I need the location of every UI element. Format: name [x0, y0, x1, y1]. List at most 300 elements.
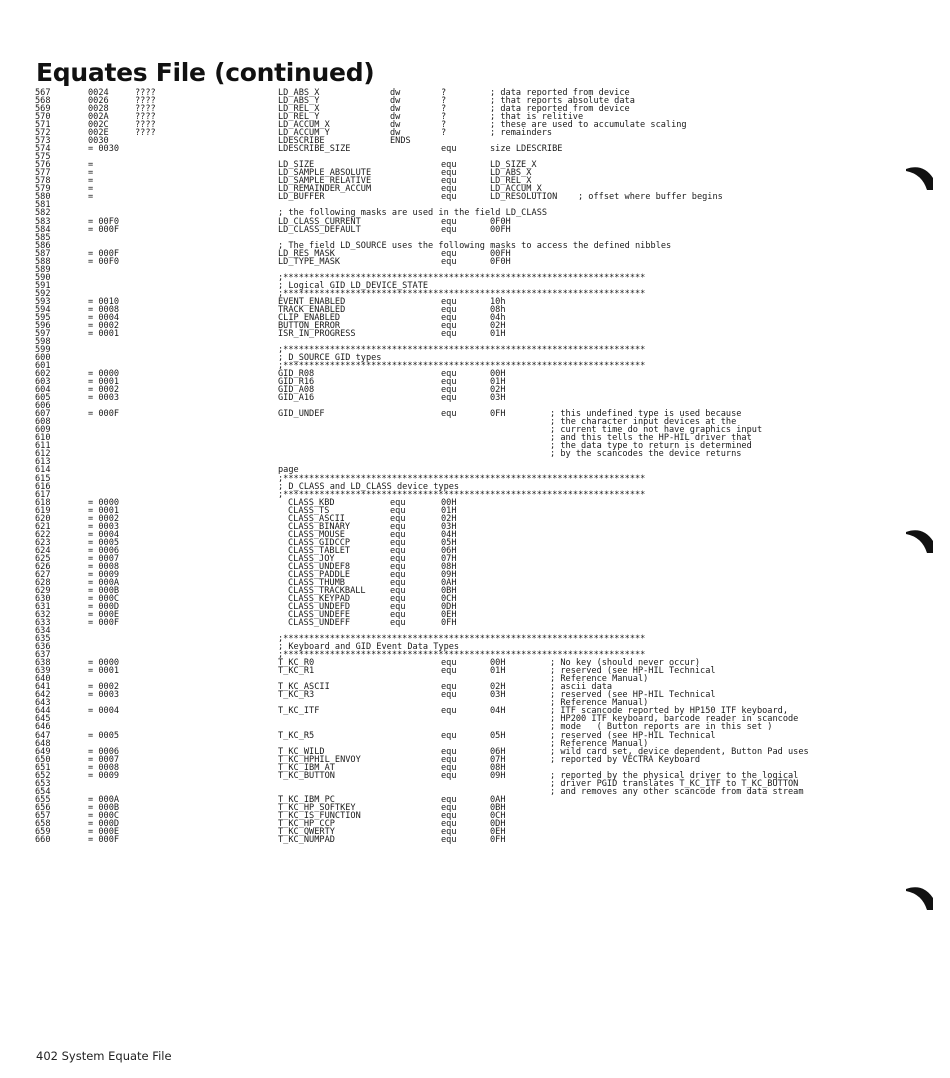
symbol-label: CLASS_TRACKBALL [288, 585, 366, 596]
symbol-label: LD_SIZE [278, 160, 315, 171]
line-number: 653 [35, 778, 51, 789]
symbol-label: T_KC_R5 [278, 730, 315, 741]
operand: equ [441, 746, 457, 757]
line-number: 599 [35, 345, 51, 355]
listing-line [35, 683, 935, 691]
operand-comment: 00H [490, 658, 506, 669]
operand-comment: 01H [490, 328, 506, 339]
line-number: 586 [35, 240, 51, 251]
line-number: 646 [35, 722, 51, 733]
operand-comment: 0AH [490, 794, 506, 805]
directive: dw [390, 96, 401, 107]
symbol-label: T_KC_R1 [278, 666, 315, 677]
symbol-label: CLASS_TS [288, 505, 330, 516]
page-footer: 402 System Equate File [36, 1049, 172, 1063]
directive: equ [390, 569, 406, 580]
symbol-label: LD_ABS_Y [278, 96, 320, 107]
operand: 07H [441, 553, 457, 564]
line-number: 569 [35, 104, 51, 115]
symbol-label: CLASS_UNDEF8 [288, 561, 351, 572]
offset-value: = 000A [88, 577, 120, 588]
line-number: 582 [35, 208, 51, 219]
line-number: 622 [35, 529, 51, 540]
offset-value: = 0004 [88, 529, 120, 540]
line-number: 601 [35, 361, 51, 372]
operand: equ [441, 834, 457, 845]
offset-value: = 0004 [88, 312, 120, 323]
listing-line [35, 507, 935, 515]
data-value: ???? [135, 104, 156, 115]
symbol-label: T_KC_IBM_AT [278, 762, 335, 773]
operand: equ [441, 168, 457, 179]
directive: equ [390, 602, 406, 612]
offset-value: = 0002 [88, 320, 120, 331]
listing-line [35, 410, 935, 418]
offset-value: = 0010 [88, 296, 120, 307]
line-number: 617 [35, 489, 51, 500]
operand-comment: 0F0H [490, 256, 511, 267]
comment: ; current time do not have graphics input [550, 425, 763, 436]
operand: 01H [441, 505, 457, 516]
symbol-label: ; Logical GID LD_DEVICE_STATE [278, 280, 429, 291]
offset-value: = 000C [88, 810, 120, 821]
listing-line [35, 298, 935, 306]
operand-comment: LD_RESOLUTION ; offset where buffer begins [490, 192, 723, 203]
line-number: 590 [35, 272, 51, 283]
comment: ; wild card set, device dependent, Button Pad uses [550, 746, 809, 757]
operand: 05H [441, 537, 457, 548]
symbol-label: LD_SAMPLE_ABSOLUTE [278, 168, 372, 179]
symbol-label: page [278, 465, 299, 476]
offset-value: = 0008 [88, 762, 120, 773]
line-number: 641 [35, 682, 51, 693]
offset-value: = 0000 [88, 369, 120, 380]
comment: ; Reference Manual) [550, 674, 649, 685]
symbol-label: GID_UNDEF [278, 409, 325, 420]
operand: 0BH [441, 585, 457, 596]
comment: ; Reference Manual) [550, 698, 649, 709]
line-number: 634 [35, 626, 51, 637]
operand: equ [441, 176, 457, 187]
line-number: 600 [35, 353, 51, 364]
listing-line [35, 651, 935, 659]
offset-value: = 000F [88, 618, 120, 629]
offset-value: = 0001 [88, 666, 120, 677]
listing-line [35, 555, 935, 563]
offset-value: 0028 [88, 104, 109, 115]
operand-comment: 08H [490, 762, 506, 773]
offset-value: = 000F [88, 834, 120, 845]
listing-line [35, 723, 935, 731]
line-number: 650 [35, 754, 51, 765]
offset-value: = 0001 [88, 328, 120, 339]
listing-line [35, 611, 935, 619]
line-number: 659 [35, 826, 51, 837]
offset-value: = 0000 [88, 658, 120, 669]
line-number: 597 [35, 328, 51, 339]
line-number: 583 [35, 216, 51, 227]
line-number: 606 [35, 401, 51, 412]
code-listing [35, 89, 935, 844]
offset-value: 002E [88, 128, 109, 139]
offset-value: = 0002 [88, 513, 120, 524]
line-number: 654 [35, 786, 51, 797]
symbol-label: GID_R16 [278, 377, 315, 388]
listing-line [35, 258, 935, 266]
symbol-label: T_KC_R0 [278, 658, 315, 669]
listing-line [35, 161, 935, 169]
directive: dw [390, 104, 401, 115]
line-number: 596 [35, 320, 51, 331]
operand-comment: 08h [490, 304, 506, 315]
operand: equ [441, 762, 457, 773]
symbol-label: ; D_SOURCE GID types [278, 353, 382, 364]
line-number: 577 [35, 168, 51, 179]
operand: ? [441, 88, 447, 98]
symbol-label: ;********************************************************************** [278, 473, 646, 484]
line-number: 567 [35, 88, 51, 98]
listing-line [35, 226, 935, 234]
operand: ? [441, 96, 447, 107]
offset-value: = [88, 184, 94, 195]
operand: equ [441, 160, 457, 171]
listing-line [35, 475, 935, 483]
listing-line [35, 314, 935, 322]
listing-line [35, 772, 935, 780]
symbol-label: LD_CLASS_DEFAULT [278, 224, 361, 235]
operand: 03H [441, 521, 457, 532]
listing-line [35, 306, 935, 314]
listing-line [35, 675, 935, 683]
line-number: 585 [35, 232, 51, 243]
line-number: 642 [35, 690, 51, 701]
offset-value: 0024 [88, 88, 109, 98]
offset-value: 002A [88, 112, 109, 123]
listing-line [35, 121, 935, 129]
operand-comment: 0BH [490, 802, 506, 813]
comment: ; ITF scancode reported by HP150 ITF keyboard, [550, 706, 788, 717]
listing-line [35, 105, 935, 113]
line-number: 620 [35, 513, 51, 524]
symbol-label: CLASS_JOY [288, 553, 335, 564]
directive: equ [390, 593, 406, 604]
listing-line [35, 691, 935, 699]
listing-line [35, 812, 935, 820]
line-number: 655 [35, 794, 51, 805]
line-number: 628 [35, 577, 51, 588]
offset-value: = 0006 [88, 746, 120, 757]
operand: 04H [441, 529, 457, 540]
symbol-label: CLASS_KBD [288, 497, 335, 508]
operand-comment: 00FH [490, 248, 511, 259]
operand: equ [441, 256, 457, 267]
listing-line [35, 732, 935, 740]
line-number: 651 [35, 762, 51, 773]
operand: equ [441, 706, 457, 717]
line-number: 647 [35, 730, 51, 741]
operand-comment: 0FH [490, 409, 506, 420]
line-number: 615 [35, 473, 51, 484]
symbol-label: BUTTON_ERROR [278, 320, 341, 331]
operand-comment: 01H [490, 377, 506, 388]
line-number: 649 [35, 746, 51, 757]
offset-value: = 0009 [88, 770, 120, 781]
symbol-label: LDESCRIBE [278, 136, 325, 147]
line-number: 631 [35, 602, 51, 612]
listing-line [35, 442, 935, 450]
operand-comment: 0CH [490, 810, 506, 821]
operand-comment: 06H [490, 746, 506, 757]
operand: equ [441, 802, 457, 813]
offset-value: = 0003 [88, 690, 120, 701]
operand-comment: 09H [490, 770, 506, 781]
page-title: Equates File (continued) [36, 58, 375, 87]
listing-line [35, 571, 935, 579]
listing-line [35, 193, 935, 201]
symbol-label: T_KC_HPHIL_ENVOY [278, 754, 361, 765]
offset-value: = 0008 [88, 304, 120, 315]
directive: equ [390, 513, 406, 524]
listing-line [35, 370, 935, 378]
symbol-label: CLASS_ASCII [288, 513, 345, 524]
operand-comment: 00H [490, 369, 506, 380]
symbol-label: CLASS_THUMB [288, 577, 345, 588]
operand: 0EH [441, 610, 457, 621]
line-number: 575 [35, 152, 51, 163]
listing-line [35, 515, 935, 523]
listing-line [35, 547, 935, 555]
listing-line [35, 828, 935, 836]
offset-value: = 0002 [88, 682, 120, 693]
line-number: 611 [35, 441, 51, 452]
line-number: 652 [35, 770, 51, 781]
listing-line [35, 764, 935, 772]
offset-value: = 0004 [88, 706, 120, 717]
offset-value: = 000E [88, 610, 120, 621]
line-number: 643 [35, 698, 51, 709]
listing-line [35, 748, 935, 756]
listing-line [35, 330, 935, 338]
line-number: 625 [35, 553, 51, 564]
listing-line [35, 491, 935, 499]
offset-value: = 0005 [88, 730, 120, 741]
line-number: 658 [35, 818, 51, 829]
operand-comment: ; that is relitive [490, 112, 584, 123]
symbol-label: LD_ACCUM_Y [278, 128, 330, 139]
offset-value: = 000F [88, 224, 120, 235]
listing-line [35, 804, 935, 812]
line-number: 588 [35, 256, 51, 267]
operand-comment: ; remainders [490, 128, 553, 139]
symbol-label: CLASS_MOUSE [288, 529, 345, 540]
listing-line [35, 418, 935, 426]
operand-comment: 00FH [490, 224, 511, 235]
offset-value: = 0002 [88, 385, 120, 396]
operand-comment: 0FH [490, 834, 506, 845]
listing-line [35, 820, 935, 828]
symbol-label: CLASS_BINARY [288, 521, 351, 532]
line-number: 594 [35, 304, 51, 315]
symbol-label: ; The field LD_SOURCE uses the following masks to access the defined nibbles [278, 240, 672, 251]
operand: 08H [441, 561, 457, 572]
line-number: 572 [35, 128, 51, 139]
offset-value: = [88, 168, 94, 179]
offset-value: = [88, 192, 94, 203]
listing-line [35, 89, 935, 97]
operand: ? [441, 104, 447, 115]
symbol-label: T_KC_ITF [278, 706, 320, 717]
symbol-label: ; D_CLASS and LD_CLASS device types [278, 481, 460, 492]
operand-comment: 03H [490, 393, 506, 404]
line-number: 644 [35, 706, 51, 717]
operand-comment: LD_ABS_X [490, 168, 532, 179]
operand: ? [441, 112, 447, 123]
listing-line [35, 715, 935, 723]
line-number: 656 [35, 802, 51, 813]
operand: equ [441, 730, 457, 741]
comment: ; and this tells the HP-HIL driver that [550, 433, 752, 444]
operand-comment: 0DH [490, 818, 506, 829]
offset-value: 0030 [88, 136, 109, 147]
symbol-label: ; the following masks are used in the field LD_CLASS [278, 208, 548, 219]
operand-comment: ; these are used to accumulate scaling [490, 120, 687, 131]
operand-comment: 0F0H [490, 216, 511, 227]
data-value: ???? [135, 88, 156, 98]
operand: equ [441, 369, 457, 380]
comment: ; ascii data [550, 682, 613, 693]
operand: equ [441, 385, 457, 396]
operand: equ [441, 666, 457, 677]
offset-value: = 000E [88, 826, 120, 837]
listing-line [35, 699, 935, 707]
operand: equ [441, 216, 457, 227]
listing-line [35, 531, 935, 539]
operand: equ [441, 794, 457, 805]
line-number: 626 [35, 561, 51, 572]
corner-mark-icon [905, 523, 935, 555]
line-number: 616 [35, 481, 51, 492]
offset-value: = 0030 [88, 144, 120, 155]
comment: ; this undefined type is used because [550, 409, 742, 420]
line-number: 592 [35, 288, 51, 299]
corner-mark-icon [905, 880, 935, 912]
line-number: 619 [35, 505, 51, 516]
line-number: 573 [35, 136, 51, 147]
comment: ; Reference Manual) [550, 738, 649, 749]
line-number: 627 [35, 569, 51, 580]
line-number: 624 [35, 545, 51, 556]
listing-line [35, 579, 935, 587]
line-number: 657 [35, 810, 51, 821]
listing-line [35, 145, 935, 153]
directive: dw [390, 112, 401, 123]
line-number: 618 [35, 497, 51, 508]
operand: 09H [441, 569, 457, 580]
symbol-label: T_KC_WILD [278, 746, 325, 757]
operand: equ [441, 409, 457, 420]
data-value: ???? [135, 96, 156, 107]
listing-line [35, 426, 935, 434]
listing-line [35, 402, 935, 410]
directive: equ [390, 497, 406, 508]
line-number: 645 [35, 714, 51, 725]
listing-line [35, 274, 935, 282]
operand: equ [441, 224, 457, 235]
comment: ; and removes any other scancode from data stream [550, 786, 804, 797]
offset-value: = 0007 [88, 754, 120, 765]
listing-line [35, 137, 935, 145]
offset-value: 0026 [88, 96, 109, 107]
line-number: 660 [35, 834, 51, 845]
listing-line [35, 836, 935, 844]
directive: equ [390, 585, 406, 596]
offset-value: = 0008 [88, 561, 120, 572]
offset-value: = 0005 [88, 537, 120, 548]
data-value: ???? [135, 120, 156, 131]
directive: dw [390, 120, 401, 131]
listing-line [35, 129, 935, 137]
directive: ENDS [390, 136, 411, 147]
operand: equ [441, 320, 457, 331]
symbol-label: ISR_IN_PROGRESS [278, 328, 356, 339]
directive: equ [390, 545, 406, 556]
symbol-label: LD_RES_MASK [278, 248, 335, 259]
line-number: 633 [35, 618, 51, 629]
symbol-label: ;********************************************************************** [278, 361, 646, 372]
directive: equ [390, 561, 406, 572]
operand-comment: size LDESCRIBE [490, 144, 563, 155]
directive: equ [390, 618, 406, 629]
operand: ? [441, 120, 447, 131]
operand-comment: 10h [490, 296, 506, 307]
operand-comment: LD_ACCUM_X [490, 184, 542, 195]
line-number: 607 [35, 409, 51, 420]
symbol-label: GID_A16 [278, 393, 315, 404]
operand: equ [441, 393, 457, 404]
operand-comment: 02H [490, 385, 506, 396]
line-number: 602 [35, 369, 51, 380]
listing-line [35, 707, 935, 715]
operand: 06H [441, 545, 457, 556]
comment: ; reported by the physical driver to the logical [550, 770, 799, 781]
symbol-label: CLIP_ENABLED [278, 312, 341, 323]
operand: 0AH [441, 577, 457, 588]
line-number: 621 [35, 521, 51, 532]
symbol-label: ;********************************************************************** [278, 288, 646, 299]
operand: equ [441, 770, 457, 781]
symbol-label: ;********************************************************************** [278, 650, 646, 661]
operand: 0DH [441, 602, 457, 612]
operand-comment: 03H [490, 690, 506, 701]
operand-comment: ; that reports absolute data [490, 96, 635, 107]
operand: 02H [441, 513, 457, 524]
listing-line [35, 290, 935, 298]
corner-mark-icon [905, 160, 935, 192]
symbol-label: LD_REL_Y [278, 112, 320, 123]
line-number: 604 [35, 385, 51, 396]
line-number: 581 [35, 200, 51, 211]
line-number: 636 [35, 642, 51, 653]
comment: ; reserved (see HP-HIL Technical [550, 730, 716, 741]
listing-line [35, 386, 935, 394]
operand-comment: ; data reported from device [490, 88, 630, 98]
symbol-label: T_KC_HP_SOFTKEY [278, 802, 356, 813]
operand-comment: 02H [490, 320, 506, 331]
directive: equ [390, 537, 406, 548]
line-number: 605 [35, 393, 51, 404]
line-number: 595 [35, 312, 51, 323]
symbol-label: ;********************************************************************** [278, 634, 646, 645]
